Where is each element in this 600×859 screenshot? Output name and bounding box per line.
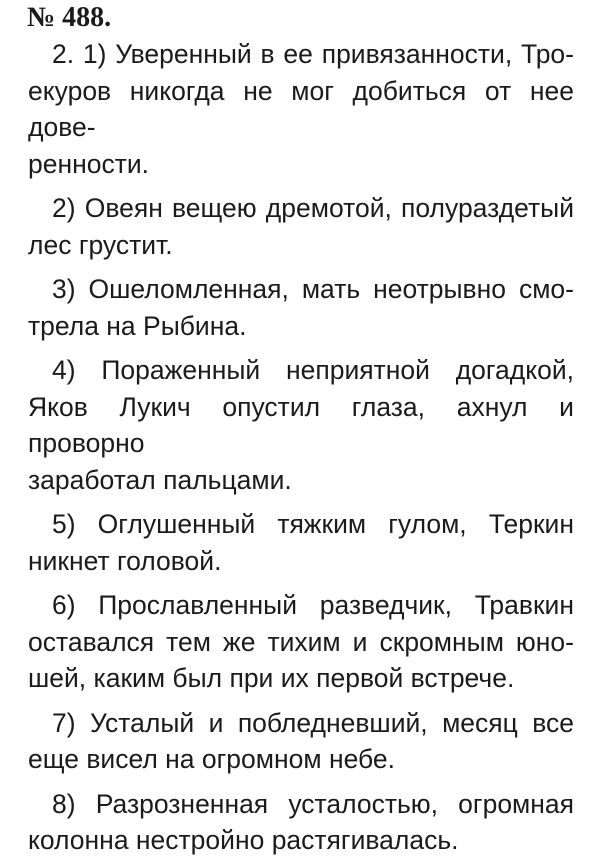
sentence-item-6 (28, 587, 574, 697)
text-line: 4) Пораженный неприятной догадкой, (52, 355, 574, 385)
sentence-item-5 (28, 506, 574, 579)
text-line: трела на Рыбина. (28, 310, 247, 341)
text-line: 5) Оглушенный тяжким гулом, Теркин (52, 509, 574, 539)
sentence-item-7 (28, 705, 574, 778)
text-line: Яков Лукич опустил глаза, ахнул и проворно (28, 391, 574, 458)
text-line: екуров никогда не мог добиться от нее дове- (28, 75, 574, 142)
text-line: 7) Усталый и побледневший, месяц все (52, 707, 574, 738)
text-line: 6) Прославленный разведчик, Травкин (52, 590, 574, 620)
exercise-number: № 488. (27, 2, 112, 33)
text-line: 8) Разрозненная усталостью, огромная (52, 788, 574, 819)
text-line: 2) Овеян вещею дремотой, полураздетый (52, 193, 574, 223)
sentence-item-4 (28, 352, 574, 498)
text-line: 2. 1) Уверенный в ее привязанности, Тро- (52, 39, 574, 69)
sentence-item-1 (28, 36, 574, 182)
text-line: заработал пальцами. (28, 464, 292, 495)
text-line: колонна нестройно растягивалась. (28, 825, 459, 855)
sentence-item-8 (28, 786, 574, 859)
text-line: лес грустит. (28, 229, 173, 260)
text-line: оставался тем же тихим и скромным юно- (28, 626, 574, 657)
text-line: ренности. (28, 148, 150, 179)
text-line: еще висел на огромном небе. (28, 744, 396, 774)
text-line: никнет головой. (28, 545, 222, 576)
sentence-item-3 (28, 271, 574, 344)
text-line: шей, каким был при их первой встрече. (28, 663, 515, 693)
text-line: 3) Ошеломленная, мать неотрывно смо- (52, 274, 574, 304)
sentence-item-2 (28, 190, 574, 263)
